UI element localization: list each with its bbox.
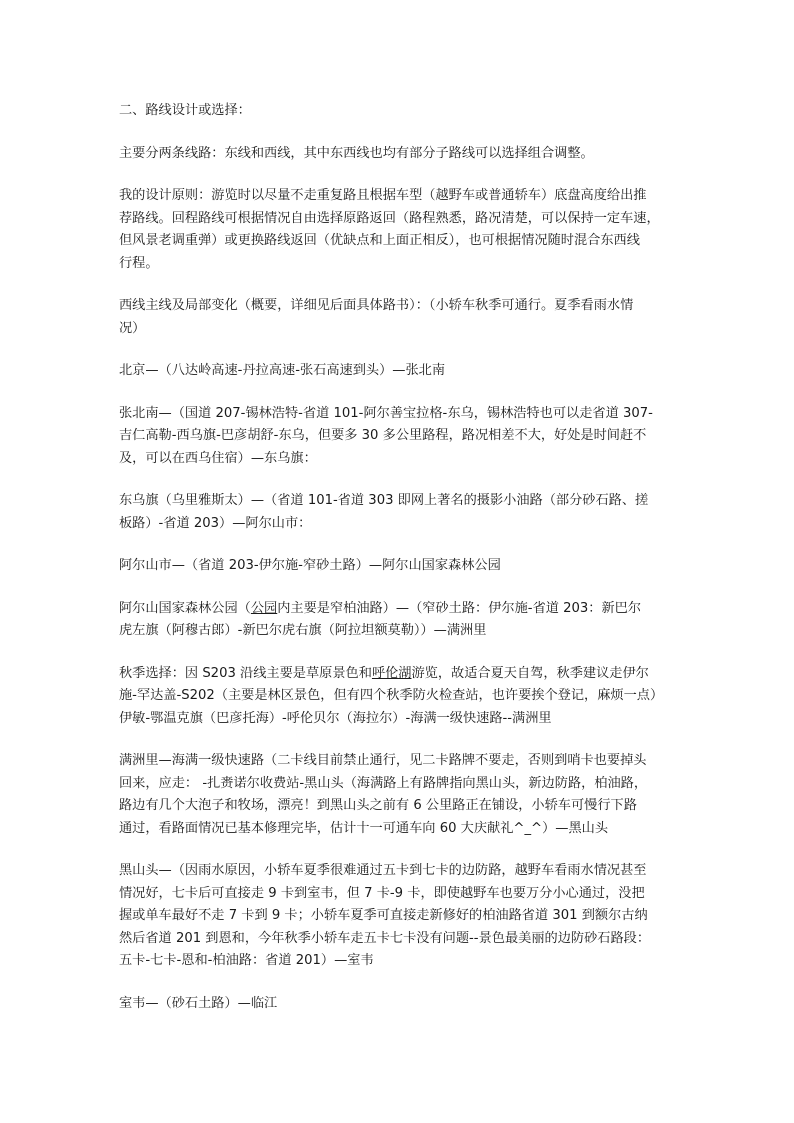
paragraph-line: 满洲里—海满一级快速路（二卡线目前禁止通行，见二卡路牌不要走，否则到哨卡也要掉头: [119, 753, 647, 768]
section-heading: [119, 100, 681, 123]
paragraph-line: 及，可以在西乌住宿）—东乌旗：: [119, 450, 317, 466]
paragraph: [119, 663, 681, 731]
paragraph-line: 握或单车最好不走 7 卡到 9 卡；小轿车夏季可直接走新修好的柏油路省道 301 到额尔古纳: [119, 908, 648, 923]
paragraph-line: 板路）-省道 203）—阿尔山市：: [119, 515, 312, 531]
paragraph: [119, 185, 681, 275]
paragraph-line: 但风景老调重弹）或更换路线返回（优缺点和上面正相反），也可根据情况随时混合东西线: [119, 233, 640, 248]
paragraph: [119, 598, 681, 643]
paragraph-line: 黑山头—（因雨水原因，小轿车夏季很难通过五卡到七卡的边防路，越野车看雨水情况甚至: [119, 863, 647, 878]
paragraph-line: 施-罕达盖-S202（主要是林区景色，但有四个秋季防火检查站，也许要挨个登记，麻烦一点）: [119, 688, 664, 703]
paragraph-line: 张北南—（国道 207-锡林浩特-省道 101-阿尔善宝拉格-东乌，锡林浩特也可以走省道 307-: [119, 405, 653, 421]
paragraph-line: 情况好，七卡后可直接走 9 卡到室韦，但 7 卡-9 卡，即使越野车也要万分小心通过，没把: [119, 885, 645, 901]
paragraph-list: [119, 143, 681, 1016]
paragraph-line: 秋季选择：因 S203 沿线主要是草原景色和呼伦湖游览，故适合夏天自驾，秋季建议走伊尔: [119, 665, 649, 681]
paragraph-line: 吉仁高勒-西乌旗-巴彦胡舒-东乌，但要多 30 多公里路程，路况相差不大，好处是时间赶不: [119, 428, 647, 443]
paragraph-line: 路边有几个大泡子和牧场，漂亮！到黑山头之前有 6 公里路正在铺设，小轿车可慢行下路: [119, 798, 637, 813]
paragraph: [119, 860, 681, 973]
paragraph-line: 阿尔山市—（省道 203-伊尔施-窄砂土路）—阿尔山国家森林公园: [119, 558, 501, 573]
paragraph-line: 通过，看路面情况已基本修理完毕，估计十一可通车向 60 大庆献礼^_^）—黑山头: [119, 820, 609, 836]
paragraph-line: 东乌旗（乌里雅斯太）—（省道 101-省道 303 即网上著名的摄影小油路（部分砂石路、搓: [119, 493, 649, 508]
paragraph: [119, 360, 681, 383]
paragraph: [119, 403, 681, 471]
paragraph-line: 五卡-七卡-恩和-柏油路：省道 201）—室韦: [119, 953, 374, 968]
paragraph-line: 室韦—（砂石土路）—临江: [119, 995, 278, 1011]
paragraph-line: 虎左旗（阿穆古郎）-新巴尔虎右旗（阿拉坦额莫勒））—满洲里: [119, 623, 487, 638]
paragraph-line: 行程。: [119, 255, 159, 271]
paragraph-line: 我的设计原则：游览时以尽量不走重复路且根据车型（越野车或普通轿车）底盘高度给出推: [119, 188, 647, 203]
document-page: [119, 100, 681, 1035]
heading-text: 二、路线设计或选择：: [119, 103, 251, 118]
paragraph: [119, 490, 681, 535]
park-link[interactable]: 公园: [250, 600, 278, 616]
paragraph-line: 伊敏-鄂温克旗（巴彦托海）-呼伦贝尔（海拉尔）-海满一级快速路--满洲里: [119, 710, 552, 726]
paragraph-line: 西线主线及局部变化（概要，详细见后面具体路书）：（小轿车秋季可通行。夏季看雨水情: [119, 298, 634, 313]
paragraph: [119, 750, 681, 840]
paragraph-line: 荐路线。回程路线可根据情况自由选择原路返回（路程熟悉，路况清楚，可以保持一定车速，: [119, 210, 660, 226]
paragraph-line: 阿尔山国家森林公园（公园内主要是窄柏油路）—（窄砂土路：伊尔施-省道 203：新巴尔: [119, 600, 642, 616]
hulun-lake-link[interactable]: 呼伦湖: [371, 665, 412, 681]
paragraph: [119, 295, 681, 340]
paragraph-line: 况）: [119, 320, 146, 336]
paragraph: [119, 143, 681, 166]
paragraph: [119, 555, 681, 578]
paragraph-line: 然后省道 201 到恩和，今年秋季小轿车走五卡七卡没有问题--景色最美丽的边防砂石路段：: [119, 930, 651, 946]
paragraph-line: 北京—（八达岭高速-丹拉高速-张石高速到头）—张北南: [119, 363, 446, 378]
paragraph-line: 主要分两条线路：东线和西线，其中东西线也均有部分子路线可以选择组合调整。: [119, 145, 594, 161]
paragraph: [119, 993, 681, 1016]
paragraph-line: 回来，应走： -扎赉诺尔收费站-黑山头（海满路上有路牌指向黑山头，新边防路，柏油路，: [119, 775, 648, 791]
